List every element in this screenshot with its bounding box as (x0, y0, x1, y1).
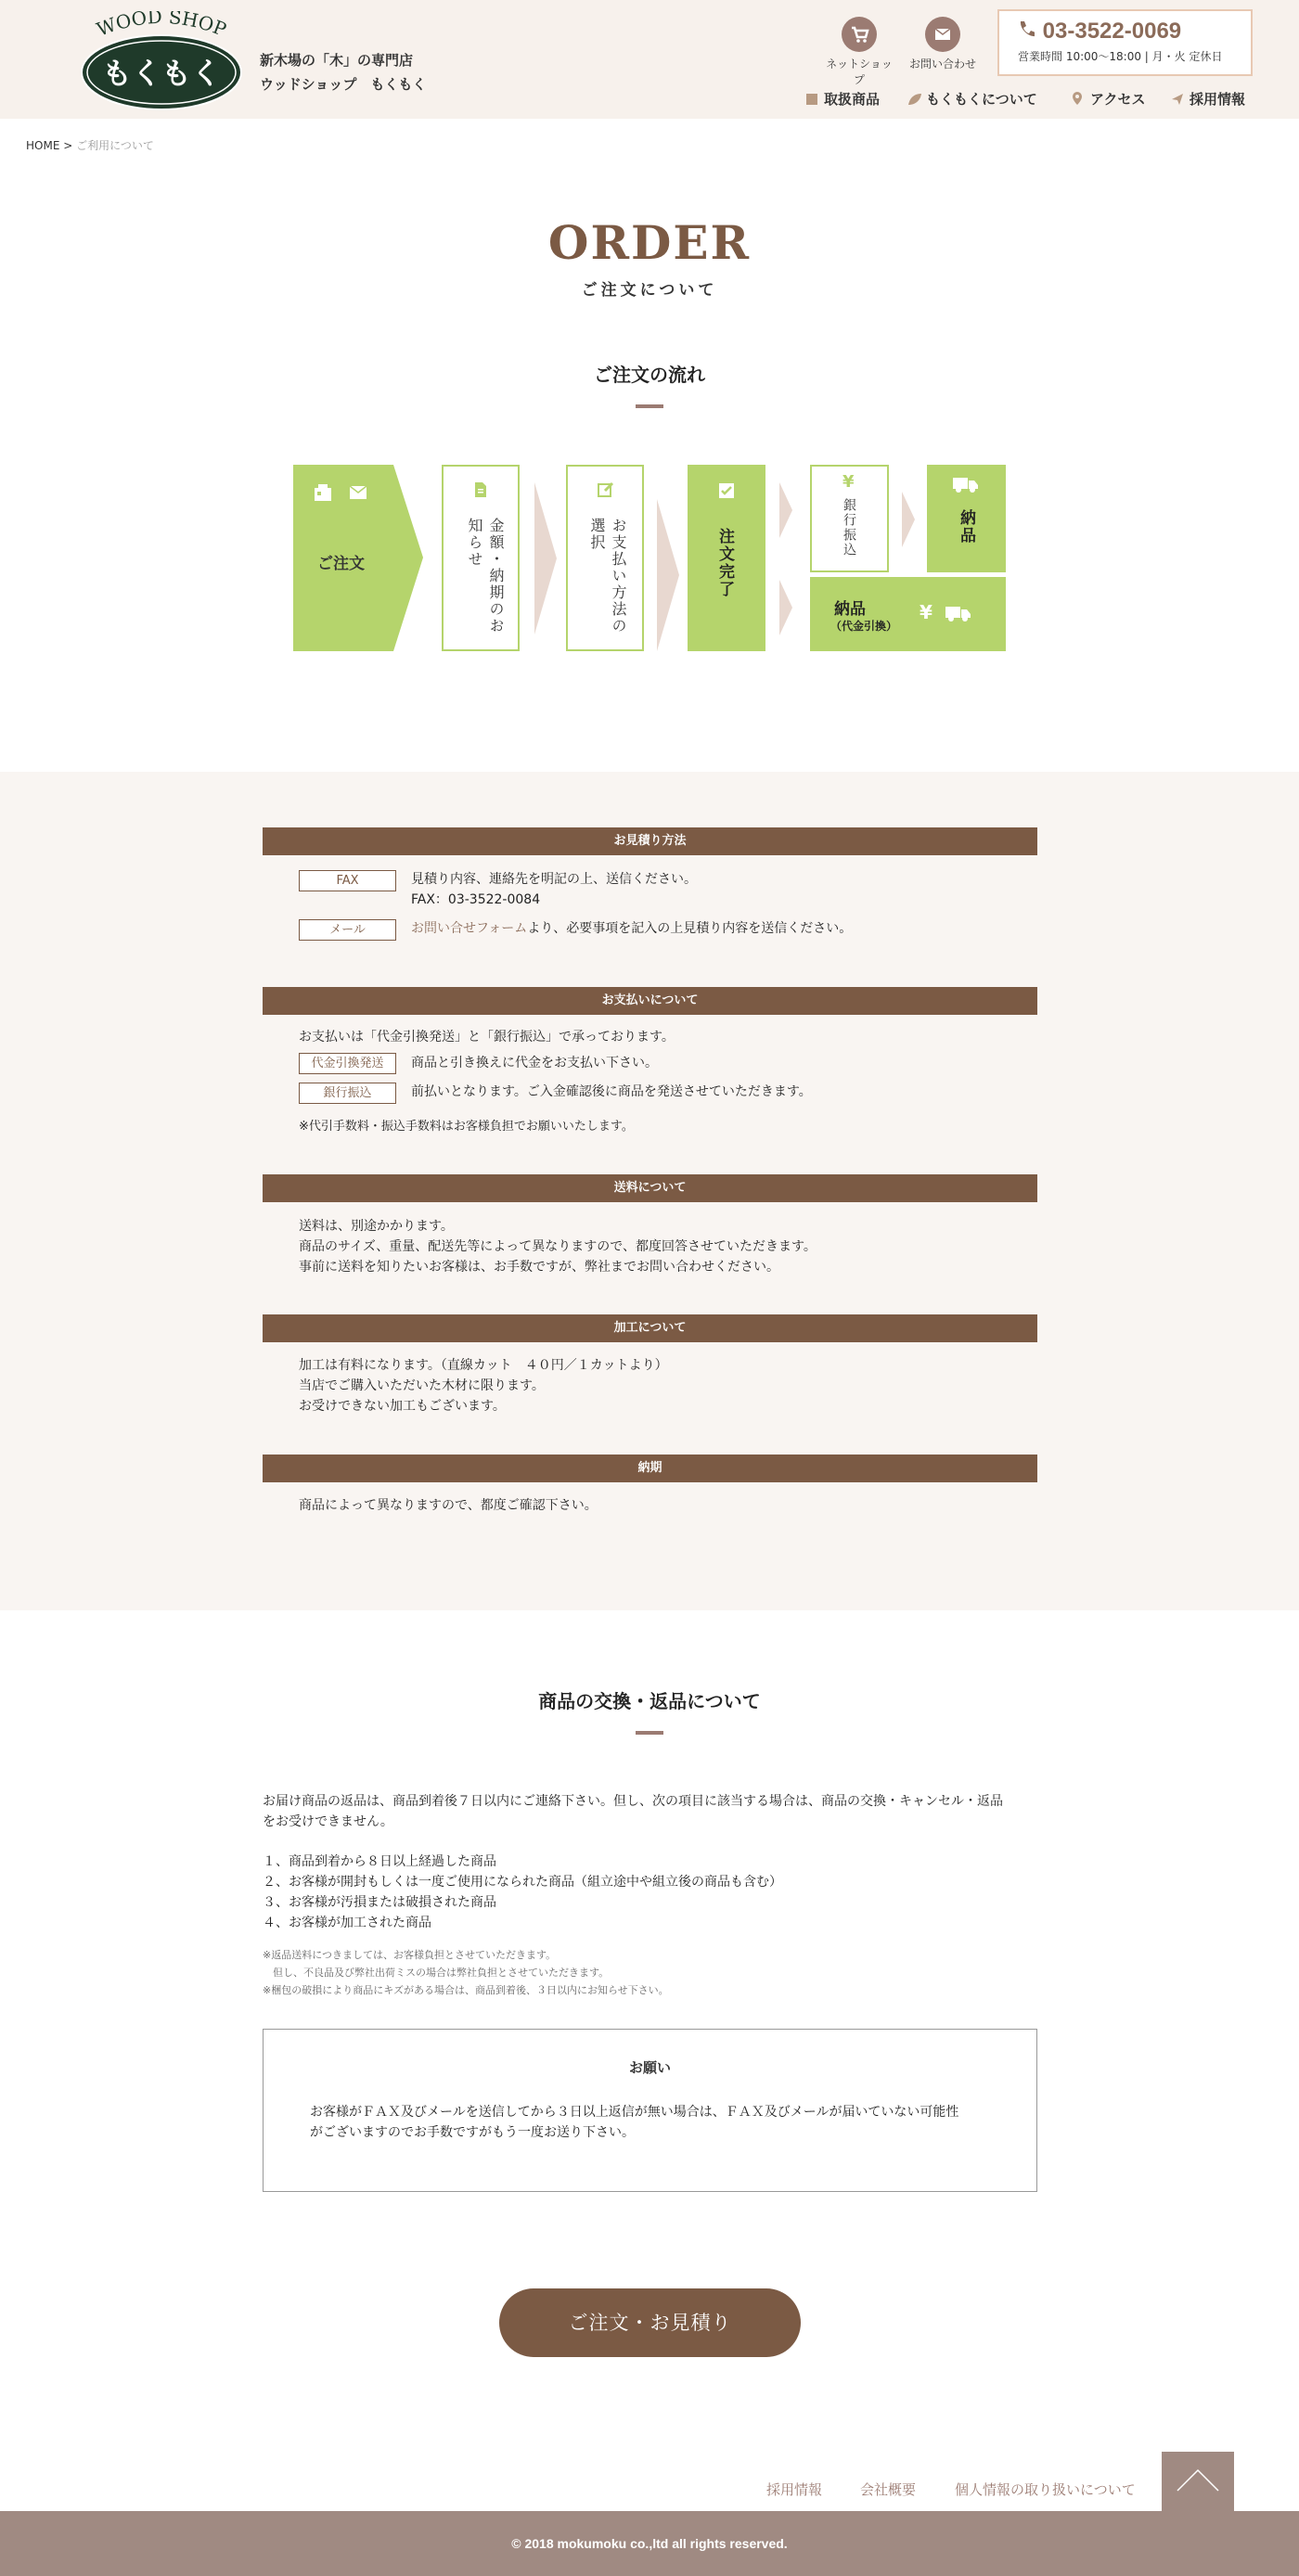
breadcrumb-current: ご利用について (76, 139, 154, 152)
returns-heading: 商品の交換・返品について (538, 1690, 761, 1712)
order-estimate-button[interactable]: ご注文・お見積り (499, 2288, 801, 2357)
copyright: © 2018 mokumoku co.,ltd all rights reserved. (511, 2536, 788, 2551)
delivery-heading: 納期 (263, 1455, 1037, 1482)
bank-text: 前払いとなります。ご入金確認後に商品を発送させていただきます。 (411, 1084, 812, 1099)
pagetop-icon (1162, 2452, 1234, 2511)
nav-about[interactable]: もくもくについて (907, 89, 1037, 109)
footer-link-company[interactable]: 会社概要 (860, 2481, 917, 2498)
page-title: ORDER (547, 215, 752, 270)
heading-underline (636, 404, 663, 408)
svg-text:もくもく: もくもく (101, 56, 222, 91)
notice-box (263, 2029, 1037, 2192)
flow-arrow (902, 492, 915, 547)
flow-step-cod-delivery: 納品 （代金引換） ¥ (810, 577, 1006, 651)
nav-recruit[interactable]: 採用情報 (1171, 89, 1245, 109)
flow-step-quote: 金額・納期のお知らせ (442, 465, 520, 651)
fax-text: 見積り内容、連絡先を明記の上、送信ください。 FAX：03-3522-0084 (411, 872, 697, 907)
site-footer (0, 2511, 1299, 2576)
bank-tag: 銀行振込 (299, 1083, 396, 1104)
contact-form-link[interactable]: お問い合せフォーム (411, 921, 528, 936)
phone-number: 03-3522-0069 (1042, 19, 1182, 44)
payment-note: ※代引手数料・振込手数料はお客様負担でお願いいたします。 (299, 1120, 634, 1134)
returns-notes: ※返品送料につきましては、お客様負担とさせていただきます。 但し、不良品及び弊社出荷ミスの場合は弊社負担とさせていただきます。 ※梱包の破損により商品にキズがある場合は、商品到着後、３日以内にお知らせ下さい。 (263, 1949, 669, 1996)
yen-icon: ¥ (842, 472, 855, 492)
flow-step-complete: 注文完了 (688, 465, 765, 651)
check-icon (719, 483, 734, 502)
header-tagline: 新木場の「木」の専門店 ウッドショップ もくもく (260, 52, 427, 93)
cart-icon (842, 17, 877, 52)
flow-arrow (657, 499, 679, 651)
nav-access[interactable]: アクセス (1072, 89, 1146, 109)
fax-icon (314, 483, 332, 506)
heading-underline (636, 1731, 663, 1735)
mail-icon (925, 17, 960, 52)
list-item: ４、お客様が加工された商品 (263, 1916, 431, 1930)
breadcrumb-home[interactable]: HOME (26, 139, 60, 152)
mail-tag: メール (299, 919, 396, 941)
mail-icon (349, 485, 367, 504)
notice-text: お客様がＦＡＸ及びメールを送信してから３日以上返信が無い場合は、ＦＡＸ及びメールが届いていない可能性 がございますのでお手数ですがもう一度お送り下さい。 (310, 2105, 959, 2140)
returns-intro: お届け商品の返品は、商品到着後７日以内にご連絡下さい。但し、次の項目に該当する場合は、商品の交換・キャンセル・返品 をお受けできません。 (263, 1794, 1003, 1829)
list-item: １、商品到着から８日以上経過した商品 (263, 1854, 496, 1869)
book-icon (805, 93, 818, 106)
phone-box[interactable] (997, 9, 1253, 76)
netshop-link[interactable]: ネットショップ (822, 17, 896, 87)
shipping-heading: 送料について (263, 1174, 1037, 1202)
flow-arrow (779, 482, 792, 538)
flow-step-order: ご注文 (293, 465, 423, 655)
payment-heading: お支払いについて (263, 987, 1037, 1015)
payment-intro: お支払いは「代金引換発送」と「銀行振込」で承っております。 (299, 1030, 675, 1044)
yen-icon: ¥ (920, 601, 932, 623)
footer-link-privacy[interactable]: 個人情報の取り扱いについて (955, 2481, 1136, 2498)
site-header (0, 0, 1299, 119)
flow-arrow (779, 580, 792, 635)
delivery-text: 商品によって異なりますので、都度ご確認下さい。 (299, 1498, 598, 1513)
list-item: ２、お客様が開封もしくは一度ご使用になられた商品（組立途中や組立後の商品も含む） (263, 1875, 782, 1890)
flow-step-payment: お支払い方法の選択 (566, 465, 644, 651)
svg-text:WOOD SHOP: WOOD SHOP (93, 11, 230, 41)
breadcrumb: HOME > ご利用について (26, 139, 154, 152)
phone-icon (1018, 19, 1036, 45)
nav-products[interactable]: 取扱商品 (805, 89, 880, 109)
page-top-button[interactable] (1162, 2452, 1234, 2511)
paper-plane-icon (1171, 93, 1184, 106)
fax-tag: FAX (299, 870, 396, 891)
mail-text: お問い合せフォームより、必要事項を記入の上見積り内容を送信ください。 (411, 921, 853, 936)
site-logo[interactable] (78, 11, 245, 113)
flow-arrow (534, 482, 557, 634)
page-subtitle: ご注文について (581, 281, 718, 300)
cod-text: 商品と引き換えに代金をお支払い下さい。 (411, 1056, 658, 1070)
business-hours: 営業時間 10:00〜18:00 | 月・火 定休日 (1018, 50, 1223, 63)
contact-link[interactable]: お問い合わせ (906, 17, 980, 71)
estimate-heading: お見積り方法 (263, 827, 1037, 855)
pin-icon (1072, 91, 1085, 104)
leaf-icon (907, 93, 920, 106)
truck-icon (953, 476, 979, 496)
footer-link-recruit[interactable]: 採用情報 (766, 2481, 823, 2498)
edit-icon (598, 481, 614, 502)
notice-heading: お願い (628, 2059, 671, 2076)
flow-step-bank: ¥ 銀行振込 (810, 465, 889, 572)
truck-icon (945, 605, 971, 625)
returns-list (263, 1852, 782, 1933)
processing-text: 加工は有料になります。（直線カット ４０円／１カットより） 当店でご購入いただいた木材に限ります。 お受けできない加工もございます。 (299, 1358, 668, 1414)
flow-heading: ご注文の流れ (594, 364, 705, 386)
flow-step-delivery: 納品 (927, 465, 1006, 572)
list-item: ３、お客様が汚損または破損された商品 (263, 1895, 496, 1910)
cod-tag: 代金引換発送 (299, 1053, 396, 1074)
document-icon (474, 481, 487, 502)
shipping-text: 送料は、別途かかります。 商品のサイズ、重量、配送先等によって異なりますので、都度回答させていただきます。 事前に送料を知りたいお客様は、お手数ですが、弊社までお問い合わせください。 (299, 1219, 817, 1275)
processing-heading: 加工について (263, 1314, 1037, 1342)
